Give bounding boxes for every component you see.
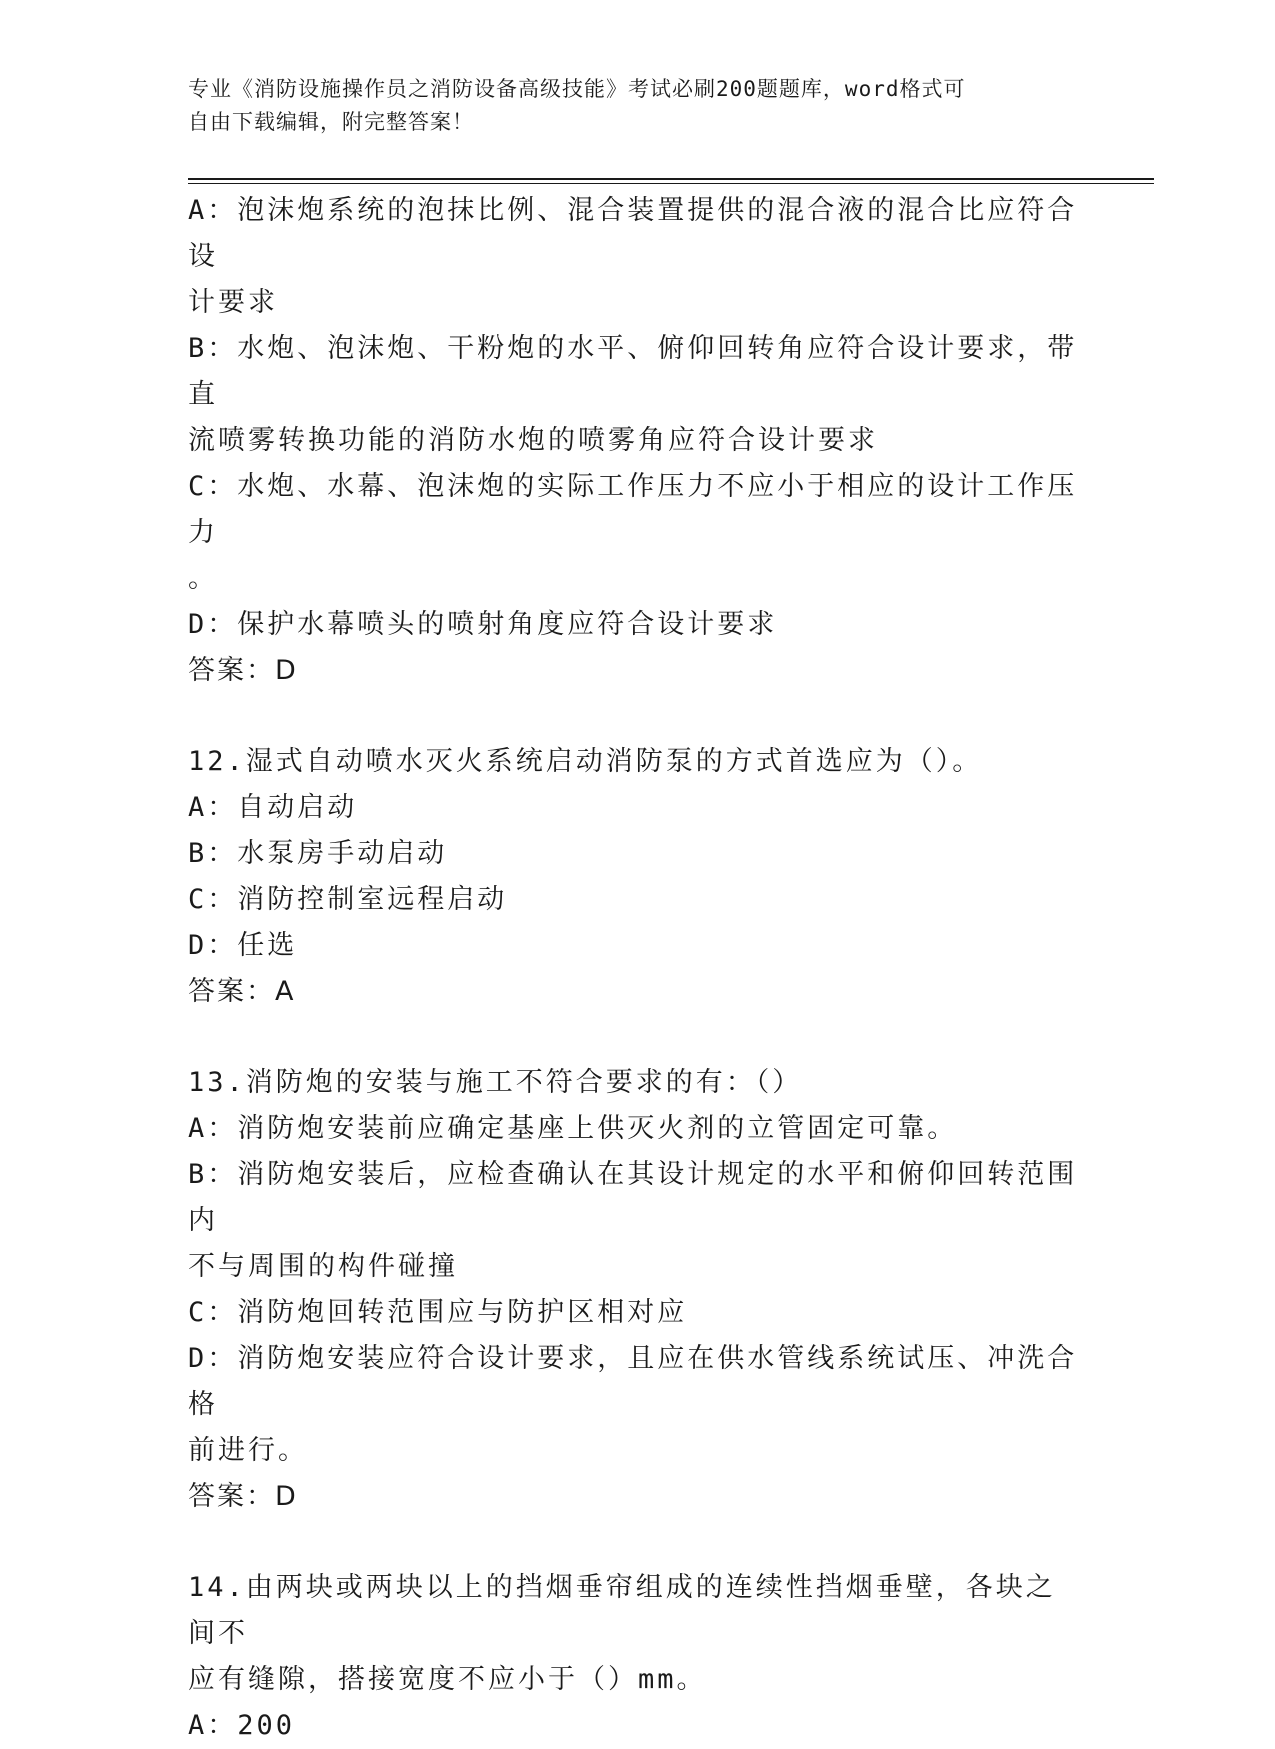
answer-line: 答案：D [188, 655, 298, 686]
option-a-line-1: A：泡沫炮系统的泡抹比例、混合装置提供的混合液的混合比应符合设 [188, 195, 1078, 272]
option-b-line-1: B：水炮、泡沫炮、干粉炮的水平、俯仰回转角应符合设计要求，带直 [188, 333, 1078, 410]
question-stem: 12.湿式自动喷水灭火系统启动消防泵的方式首选应为（）。 [188, 746, 983, 777]
header-line-2: 自由下载编辑，附完整答案！ [188, 110, 474, 134]
option-a: A：自动启动 [188, 792, 358, 823]
page-header [188, 73, 1088, 139]
option-c: C：消防控制室远程启动 [188, 884, 508, 915]
question-13 [188, 1060, 1078, 1520]
question-12 [188, 739, 1078, 1015]
document-body [188, 188, 1078, 1749]
header-divider [188, 178, 1154, 180]
option-b-line-1: B：消防炮安装后，应检查确认在其设计规定的水平和俯仰回转范围内 [188, 1159, 1078, 1236]
question-stem-line-1: 14.由两块或两块以上的挡烟垂帘组成的连续性挡烟垂壁，各块之间不 [188, 1572, 1056, 1649]
option-c: C：消防炮回转范围应与防护区相对应 [188, 1297, 688, 1328]
option-b-line-2: 不与周围的构件碰撞 [188, 1251, 458, 1282]
spacer [188, 694, 1078, 739]
option-b: B：水泵房手动启动 [188, 838, 448, 869]
option-c-line-1: C：水炮、水幕、泡沫炮的实际工作压力不应小于相应的设计工作压力 [188, 471, 1078, 548]
question-11 [188, 188, 1078, 694]
option-a: A：200 [188, 1710, 296, 1741]
answer-line: 答案：A [188, 976, 296, 1007]
option-d-line-2: 前进行。 [188, 1435, 308, 1466]
spacer [188, 1015, 1078, 1060]
option-b-line-2: 流喷雾转换功能的消防水炮的喷雾角应符合设计要求 [188, 425, 878, 456]
answer-line: 答案：D [188, 1481, 298, 1512]
option-c-line-2: 。 [188, 563, 218, 594]
header-line-1: 专业《消防设施操作员之消防设备高级技能》考试必刷200题题库，word格式可 [188, 77, 966, 101]
option-a-line-2: 计要求 [188, 287, 278, 318]
question-stem: 13.消防炮的安装与施工不符合要求的有：（） [188, 1067, 803, 1098]
option-d: D：任选 [188, 930, 298, 961]
option-d-line-1: D：保护水幕喷头的喷射角度应符合设计要求 [188, 609, 778, 640]
spacer [188, 1520, 1078, 1565]
question-stem-line-2: 应有缝隙，搭接宽度不应小于（）mm。 [188, 1664, 707, 1695]
option-d-line-1: D：消防炮安装应符合设计要求，且应在供水管线系统试压、冲洗合格 [188, 1343, 1078, 1420]
option-a: A：消防炮安装前应确定基座上供灭火剂的立管固定可靠。 [188, 1113, 958, 1144]
question-14 [188, 1565, 1078, 1749]
